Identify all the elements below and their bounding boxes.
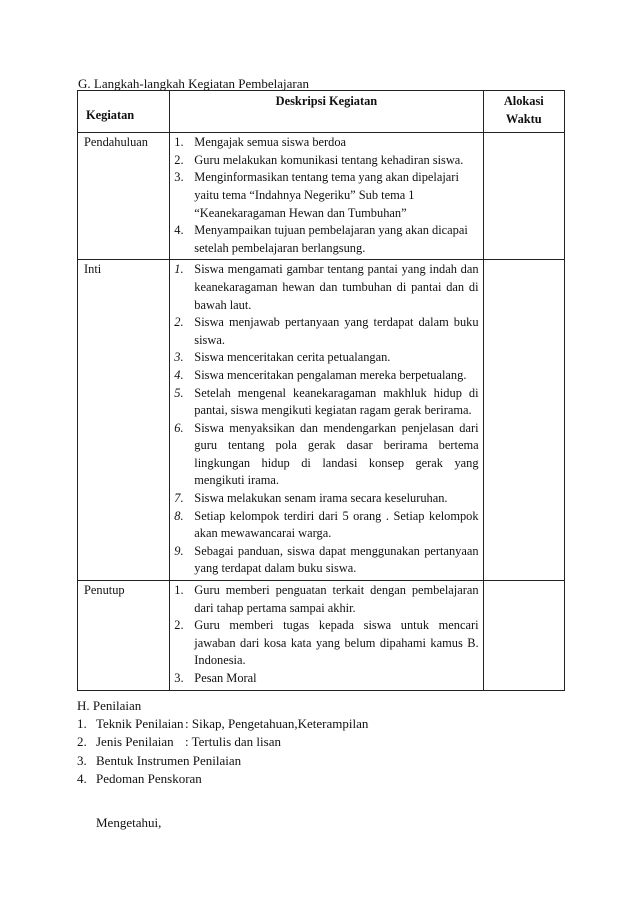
- item-label: Bentuk Instrumen Penilaian: [96, 752, 242, 768]
- step-number: 4.: [174, 367, 184, 382]
- step-number: 7.: [174, 491, 184, 506]
- item-label: Jenis Penilaian: [96, 734, 174, 750]
- alokasi-cell: [483, 581, 564, 691]
- item-value: : Tertulis dan lisan: [185, 734, 281, 750]
- alokasi-cell: [483, 260, 564, 581]
- step-text: Siswa menceritakan cerita petualangan.: [194, 350, 391, 365]
- description-cell: [170, 133, 483, 260]
- step-text: Siswa melakukan senam irama secara keseluruhan.: [194, 491, 448, 506]
- step-text: Siswa mengamati gambar tentang pantai yang indah dan keanekaragaman hewan dan tumbuhan di pantai dan di bawah laut.: [194, 262, 479, 312]
- step-list: [174, 582, 478, 688]
- step-number: 5.: [174, 385, 184, 400]
- item-number: 1.: [77, 716, 87, 732]
- step-text: Siswa menyaksikan dan mendengarkan penjelasan dari guru tentang pola gerak dasar berirama bertema lingkungan hidup di landasi konsep gerak yang mengikuti irama.: [194, 420, 479, 488]
- item-number: 2.: [77, 734, 87, 750]
- list-item: [174, 222, 478, 257]
- step-number: 1.: [174, 135, 184, 150]
- list-item: [77, 752, 368, 770]
- step-text: Setelah mengenal keanekaragaman makhluk hidup di pantai, siswa mengikuti kegiatan ragam gerak berirama.: [194, 385, 479, 418]
- step-text: Menginformasikan tentang tema yang akan dipelajari yaitu tema “Indahnya Negeriku” Sub tema 1 “Keanekaragaman Hewan dan Tumbuhan”: [194, 170, 459, 220]
- phase-cell: Inti: [78, 260, 170, 581]
- section-h-title: H. Penilaian: [77, 698, 142, 713]
- list-item: [174, 508, 478, 543]
- step-text: Setiap kelompok terdiri dari 5 orang . Setiap kelompok akan mewawancarai warga.: [194, 508, 479, 541]
- header-alokasi: [483, 91, 564, 133]
- section-g-title: G. Langkah-langkah Kegiatan Pembelajaran: [78, 76, 310, 91]
- list-item: [174, 490, 478, 508]
- step-text: Guru memberi penguatan terkait dengan pembelajaran dari tahap pertama sampai akhir.: [194, 583, 479, 615]
- step-text: Sebagai panduan, siswa dapat menggunakan pertanyaan yang terdapat dalam buku siswa.: [194, 543, 479, 576]
- list-item: [174, 582, 478, 617]
- item-value: : Sikap, Pengetahuan,Keterampilan: [185, 716, 369, 732]
- list-item: [174, 314, 478, 349]
- table-row-penutup: [78, 581, 565, 691]
- table-row-inti: [78, 260, 565, 581]
- step-number: 8.: [174, 508, 184, 523]
- list-item: [174, 134, 478, 152]
- step-number: 3.: [174, 671, 184, 685]
- activity-table: [77, 90, 565, 691]
- header-alokasi-line1: Alokasi: [503, 94, 544, 108]
- item-number: 4.: [77, 770, 87, 786]
- step-number: 2.: [174, 152, 184, 167]
- step-text: Siswa menjawab pertanyaan yang terdapat dalam buku siswa.: [194, 315, 479, 347]
- list-item: [174, 367, 478, 385]
- step-text: Siswa menceritakan pengalaman mereka berpetualang.: [194, 367, 467, 382]
- list-item: [174, 169, 478, 222]
- section-h: [77, 697, 368, 788]
- step-number: 1.: [174, 583, 184, 598]
- step-number: 9.: [174, 543, 184, 558]
- description-cell: [170, 260, 483, 581]
- step-text: Guru memberi tugas kepada siswa untuk mencari jawaban dari kosa kata yang belum dipahami kamus B. Indonesia.: [194, 618, 479, 668]
- step-list: [174, 134, 478, 257]
- description-cell: [170, 581, 483, 691]
- step-text: Guru melakukan komunikasi tentang kehadiran siswa.: [194, 152, 464, 167]
- item-label: Teknik Penilaian: [96, 716, 184, 732]
- list-item: [174, 617, 478, 670]
- table-row-pendahuluan: [78, 133, 565, 260]
- step-number: 6.: [174, 420, 184, 435]
- list-item: [174, 385, 478, 420]
- list-item: [174, 670, 478, 688]
- step-text: Mengajak semua siswa berdoa: [194, 135, 347, 150]
- header-kegiatan: Kegiatan: [78, 91, 170, 133]
- alokasi-cell: [483, 133, 564, 260]
- list-item: [77, 733, 368, 751]
- step-list: [174, 261, 478, 578]
- list-item: [77, 715, 368, 733]
- step-text: Pesan Moral: [194, 671, 257, 685]
- phase-cell: Pendahuluan: [78, 133, 170, 260]
- step-number: 2.: [174, 315, 184, 330]
- list-item: [174, 152, 478, 170]
- item-label: Pedoman Penskoran: [96, 770, 202, 786]
- step-number: 2.: [174, 618, 184, 633]
- list-item: [174, 261, 478, 314]
- list-item: [174, 543, 478, 578]
- item-number: 3.: [77, 752, 87, 768]
- list-item: [174, 349, 478, 367]
- step-text: Menyampaikan tujuan pembelajaran yang akan dicapai setelah pembelajaran berlangsung.: [194, 223, 468, 255]
- list-item: [77, 770, 368, 788]
- header-deskripsi: Deskripsi Kegiatan: [170, 91, 483, 133]
- step-number: 3.: [174, 350, 184, 365]
- step-number: 4.: [174, 223, 184, 238]
- step-number: 3.: [174, 170, 184, 185]
- table-header-row: [78, 91, 565, 133]
- list-item: [174, 420, 478, 490]
- phase-cell: Penutup: [78, 581, 170, 691]
- mengetahui-label: Mengetahui,: [96, 815, 162, 830]
- header-alokasi-line2: Waktu: [505, 111, 542, 126]
- step-number: 1.: [174, 262, 184, 277]
